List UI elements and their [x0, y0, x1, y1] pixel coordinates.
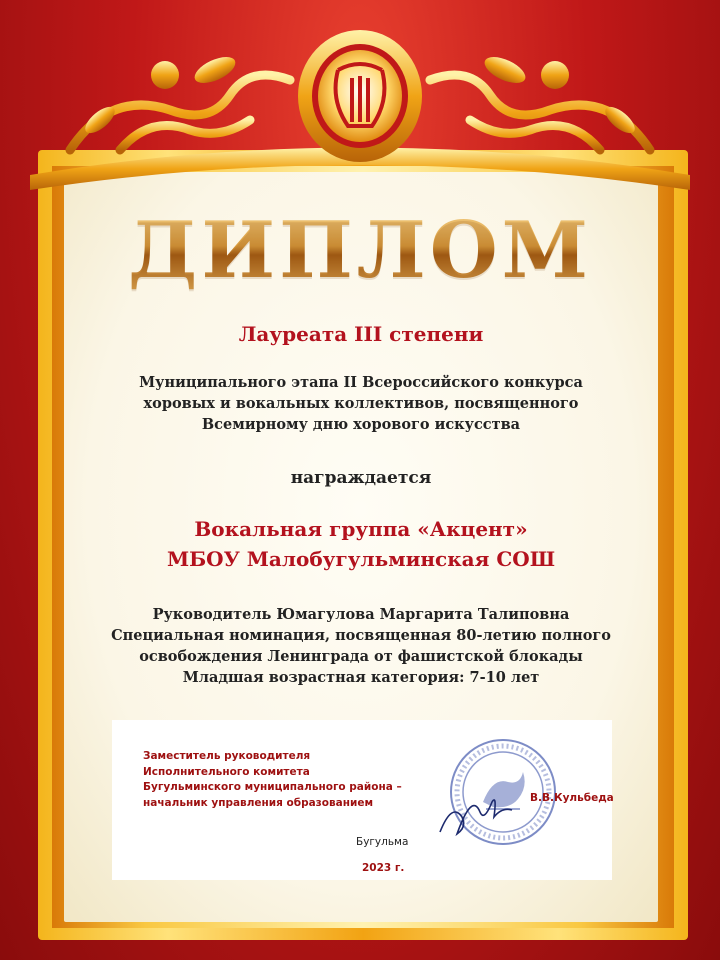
laureate-degree: Лауреата III степени	[238, 322, 484, 346]
position-line: начальник управления образованием	[143, 796, 374, 809]
awarded-label: награждается	[290, 468, 432, 488]
position-line: Бугульминского муниципального района –	[143, 781, 402, 793]
diploma-title: ДИПЛОМ	[0, 205, 720, 296]
detail-line: Специальная номинация, посвященная 80-летию полного	[111, 627, 611, 644]
detail-line: Руководитель Юмагулова Маргарита Талиповна	[152, 606, 570, 623]
signer-position	[143, 749, 402, 811]
event-line: хоровых и вокальных коллективов, посвященного	[143, 395, 579, 412]
year-label: 2023 г.	[362, 862, 405, 874]
detail-line: Младшая возрастная категория: 7-10 лет	[182, 669, 540, 686]
position-line: Исполнительного комитета	[143, 765, 310, 778]
recipient-name	[64, 514, 658, 574]
detail-line: освобождения Ленинграда от фашистской блокады	[139, 648, 583, 665]
signer-name: В.В.Кульбеда	[530, 792, 614, 804]
position-line: Заместитель руководителя	[143, 750, 311, 762]
event-line: Муниципального этапа II Всероссийского конкурса	[139, 374, 583, 391]
ornament-scroll-icon	[0, 0, 720, 190]
recipient-line: МБОУ Малобугульминская СОШ	[166, 547, 556, 571]
lyre-emblem-icon	[298, 30, 422, 162]
signature-icon	[432, 772, 532, 842]
event-line: Всемирному дню хорового искусства	[201, 416, 521, 433]
city-label: Бугульма	[356, 836, 409, 848]
award-details	[64, 604, 658, 688]
event-description	[64, 372, 658, 435]
recipient-line: Вокальная группа «Акцент»	[194, 517, 528, 541]
